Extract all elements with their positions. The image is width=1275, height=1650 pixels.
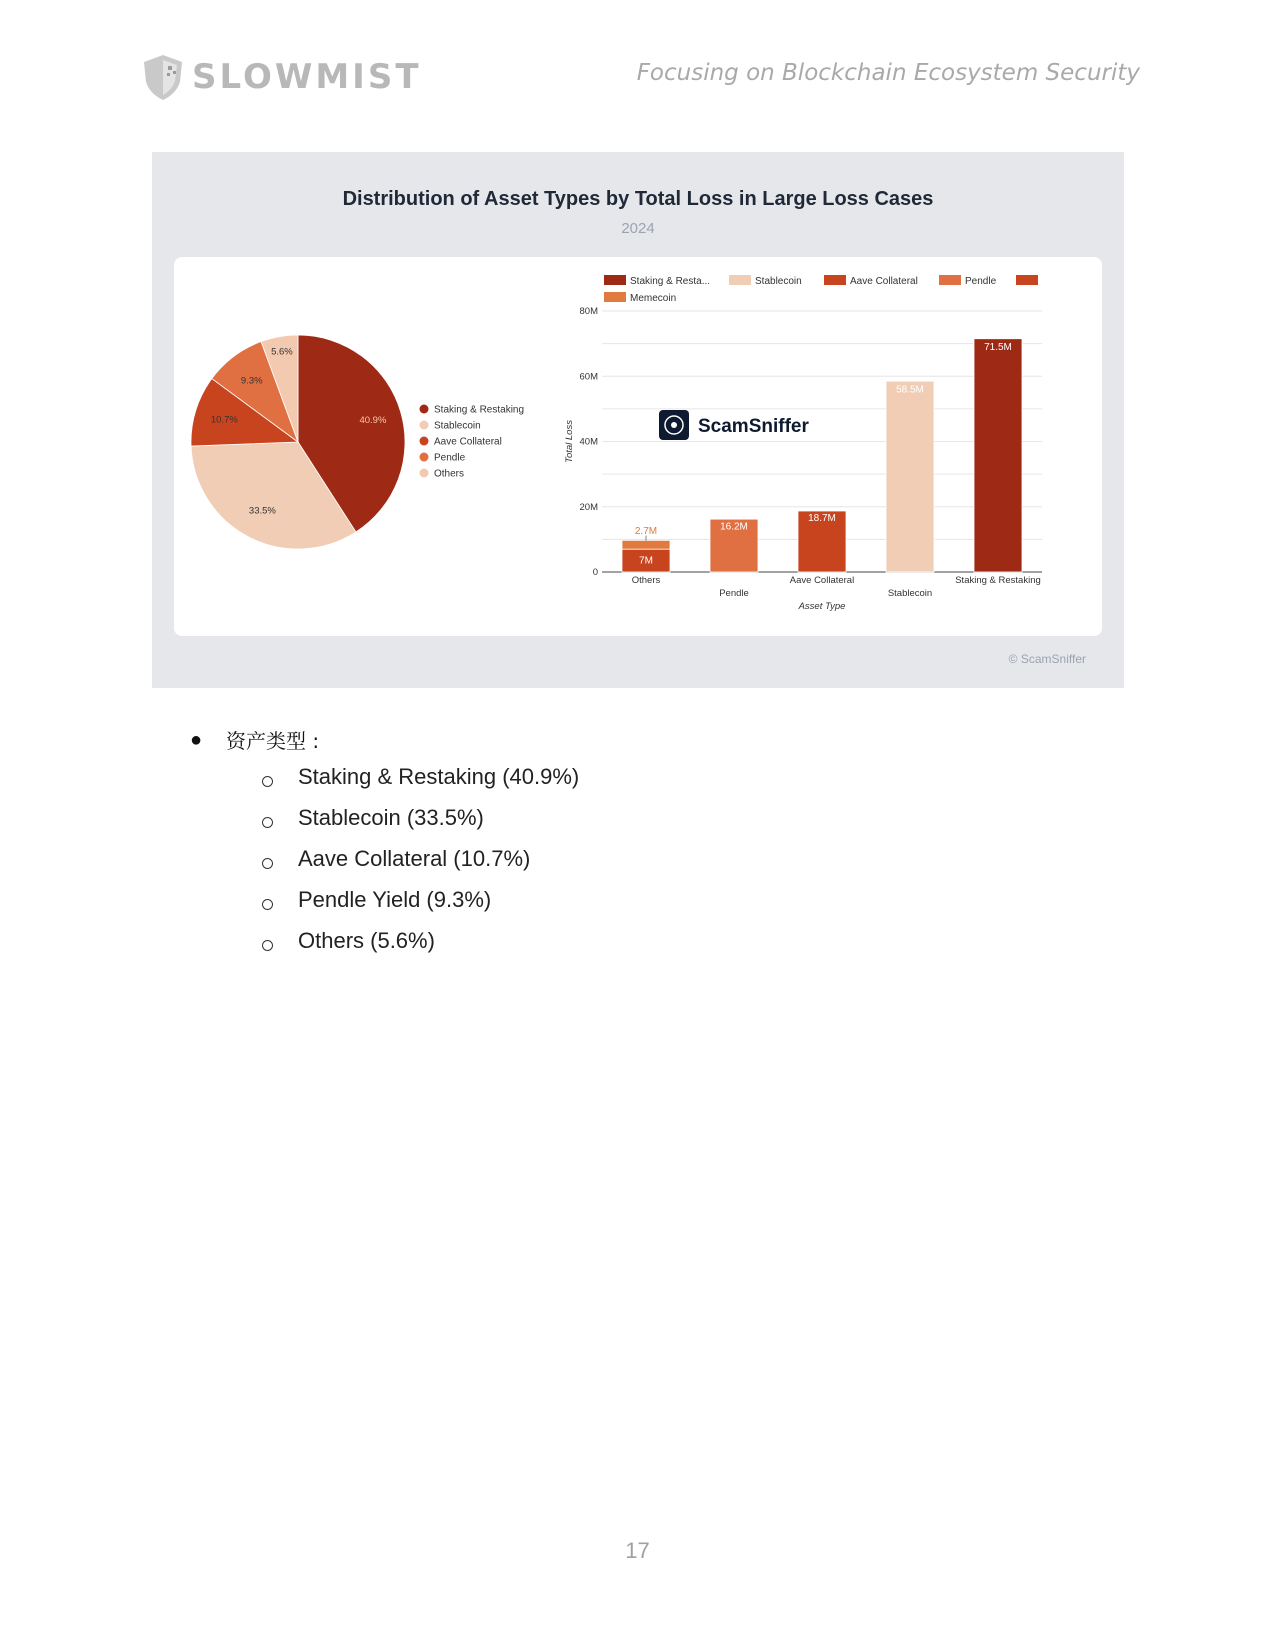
chart-title: Distribution of Asset Types by Total Loss in Large Loss Cases [342,188,934,210]
pie-value-label: 5.6% [271,346,293,358]
bar-segment [886,381,934,572]
pie-legend-label: Stablecoin [434,420,481,432]
scamsniffer-dot-icon [671,422,677,428]
pie-value-label: 40.9% [359,414,387,426]
bar-legend-label: Memecoin [630,293,677,304]
pie-legend-marker [420,421,429,430]
pie-legend-label: Aave Collateral [434,436,502,448]
pie-legend-marker [420,405,429,414]
y-tick-label: 20M [579,501,598,513]
bar-segment [974,339,1022,572]
pie-value-label: 33.5% [248,505,276,517]
bar-legend-label: Pendle [965,276,997,287]
scamsniffer-watermark: ScamSniffer [698,416,809,437]
chart-card [174,257,1102,636]
bar-legend-marker [729,275,751,285]
list-heading-text: 资产类型 : [226,729,320,753]
x-tick-label: Aave Collateral [789,575,855,586]
chart-subtitle: 2024 [621,220,655,237]
pie-value-label: 9.3% [240,375,263,387]
bar-data-label: 2.7M [634,526,658,538]
bar-data-label: 71.5M [984,341,1012,353]
circle-bullet-icon [262,940,273,951]
pie-chart [174,257,554,636]
circle-bullet-icon [262,776,273,787]
bar-legend-label: Staking & Resta... [630,276,711,287]
bar-legend-label: Stablecoin [755,276,802,287]
bar-legend-marker [824,275,846,285]
circle-bullet-icon [262,899,273,910]
circle-bullet-icon [262,858,273,869]
pie-legend-marker [420,453,429,462]
pie-legend-marker [420,437,429,446]
y-tick-label: 80M [579,306,598,317]
bar-legend-marker [939,275,961,285]
header-tagline: Focusing on Blockchain Ecosystem Security [636,60,1140,86]
chart-figure [152,152,1124,688]
bar-data-label: 58.5M [896,384,924,396]
pie-legend-marker [420,469,429,478]
x-tick-label: Stablecoin [887,588,933,599]
bar-chart [554,257,1102,636]
logo-wordmark: SLOWMIST [192,57,422,97]
chart-credit: © ScamSniffer [1008,652,1086,666]
y-axis-title: Total Loss [564,420,575,463]
bar-data-label: 16.2M [720,521,748,533]
x-tick-label: Others [631,575,661,586]
bar-legend-marker [1016,275,1038,285]
shield-icon [138,52,188,102]
pie-legend-label: Staking & Restaking [434,404,525,416]
slowmist-logo [138,52,422,102]
bar-legend-marker [604,292,626,302]
y-tick-label: 0 [592,567,598,578]
bar-legend-marker [604,275,626,285]
circle-bullet-icon [262,817,273,828]
bar-data-label: 7M [639,555,653,567]
y-tick-label: 40M [579,436,598,448]
x-tick-label: Staking & Restaking [955,575,1041,586]
x-axis-title: Asset Type [798,601,846,612]
bar-data-label: 18.7M [808,513,836,525]
bullet-icon: ● [190,729,203,751]
bar-segment [622,540,670,549]
pie-legend-label: Others [434,468,465,480]
pie-legend-label: Pendle [434,452,466,464]
pie-value-label: 10.7% [210,414,238,426]
x-tick-label: Pendle [719,588,749,599]
y-tick-label: 60M [579,371,598,383]
page-number: 17 [625,1538,650,1563]
bar-legend-label: Aave Collateral [850,276,918,287]
